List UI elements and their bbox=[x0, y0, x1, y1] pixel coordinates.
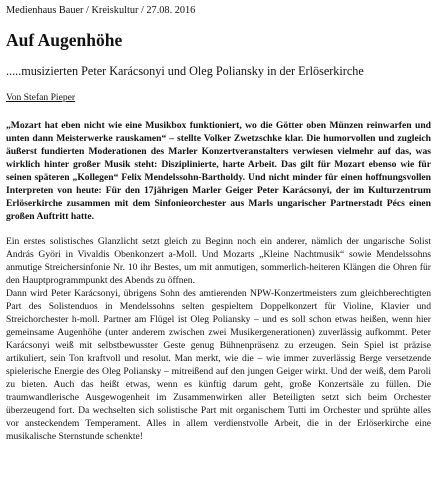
dateline: Medienhaus Bauer / Kreiskultur / 27.08. 2016 bbox=[6, 5, 196, 16]
lead-paragraph: „Mozart hat eben nicht wie eine Musikbox funktioniert, wo die Götter oben Münzen reinwarfen und unten dann Meisterwerke rauskamen“ – stellte Volker Zwetzschke klar. Die humorvollen und zugleich äußerst fundierten Moderationen des Marler Konzertveranstalters verwiesen vielmehr auf das, was wirklich hinter großer Musik steht: Disziplinierte, harte Arbeit. Das gilt für Mozart ebenso wie für seinen späteren „Kollegen“ Felix Mendelssohn-Bartholdy. Und nicht minder für einen hoffnungsvollen Interpreten von heute: Für den 17jährigen Marler Geiger Peter Karácsonyi, der im Kulturzentrum Erlöserkirche zusammen mit dem Sinfonieorchester aus Marls ungarischer Partnerstadt Pécs einen großen Auftritt hatte. bbox=[6, 120, 431, 222]
body-paragraph-1: Ein erstes solistisches Glanzlicht setzt gleich zu Beginn noch ein anderer, nämlich der ungarische Solist András Györi in Vivaldis Obenkonzert a-Moll. Und Mozarts „Kleine Nachtmusik“ sowie Mendelssohns anmutige Streichersinfonie Nr. 10 ihr Bestes, um mit anmutigen, sommerlich-heiteren Klängen die Ohren für den Hauptprogrammpunkt des Abends zu öffnen. bbox=[6, 236, 431, 286]
article-subtitle: .....musizierten Peter Karácsonyi und Oleg Poliansky in der Erlöserkirche bbox=[6, 64, 364, 78]
article-title: Auf Augenhöhe bbox=[6, 30, 123, 50]
body-paragraph-2: Dann wird Peter Karácsonyi, übrigens Sohn des amtierenden NPW-Konzertmeisters zum gleichberechtigten Part des Solistenduos in Mendelssohns selten gespieltem Doppelkonzert für Violine, Klavier und Streichorchester h-moll. Partner am Flügel ist Oleg Poliansky – und es soll schon etwas heißen, wenn hier gemeinsame Augenhöhe (unter anderem zwischen zwei Musikergenerationen) zuverlässig aufkommt. Peter Karácsonyi weiß mit selbstbewusster Geste genug Bühnenpräsenz zu erzeugen. Sein Spiel ist präzise artikuliert, sein Ton kraftvoll und resolut. Man merkt, wie die – wie immer zuverlässig Berge versetzende spielerische Energie des Oleg Poliansky – mitreißend auf den jungen Geiger wirkt. Und der weiß, dem Paroli zu bieten. Auch das heißt etwas, wenn es künftig darum geht, große Konzertsäle zu füllen. Die traumwandlerische Ausgewogenheit im Zusammenwirken aller Beteiligten setzt sich beim Orchester überzeugend fort. Da wechselten sich solistische Part mit organischem Tutti im Orchester und sprühte alles vor ansteckendem Temperament. Alles in allem verdienstvolle Arbeit, die in der Erlöserkirche eine musikalische Sternstunde schenkte! bbox=[6, 288, 431, 442]
author-byline: Von Stefan Pieper bbox=[6, 92, 76, 103]
